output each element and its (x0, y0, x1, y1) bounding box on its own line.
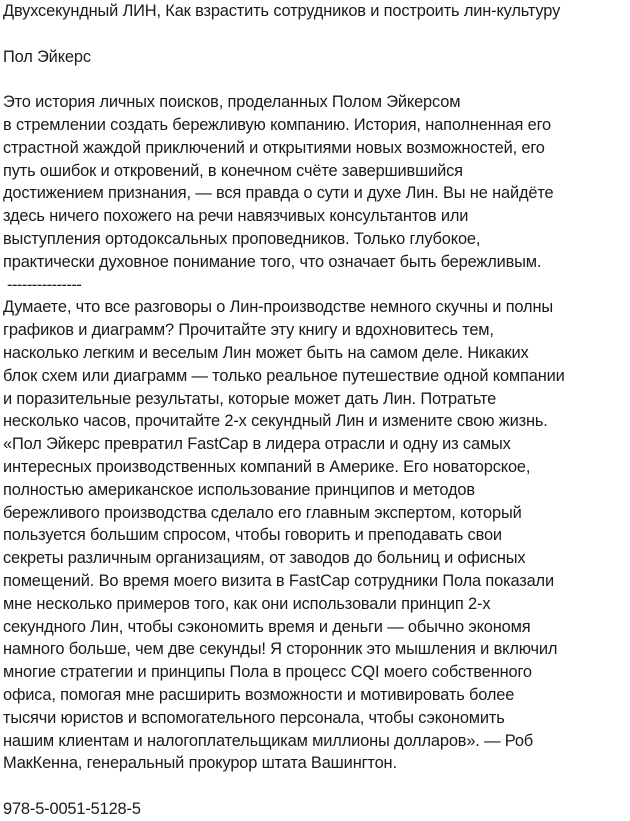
description-line: полностью американское использование принципов и методов (3, 480, 475, 499)
description-line: многие стратегии и принципы Пола в процесс CQI моего собственного (3, 663, 532, 682)
description-line: пользуется большим спросом, чтобы говорить и преподавать свои (3, 526, 502, 545)
book-author: Пол Эйкерс (3, 47, 91, 66)
description-line: намного больше, чем две секунды! Я сторонник это мышления и включил (3, 640, 558, 659)
annotation-line: в стремлении создать бережливую компанию. История, наполненная его (3, 115, 552, 134)
description-line: графиков и диаграмм? Прочитайте эту книгу и вдохновитесь тем, (3, 321, 494, 340)
book-title: Двухсекундный ЛИН, Как взрастить сотрудников и построить лин-культуру (3, 2, 561, 20)
annotation-paragraph (3, 91, 627, 273)
description-line: «Пол Эйкерс превратил FastCap в лидера отрасли и одну из самых (3, 435, 511, 454)
description-line: секундного Лин, чтобы сэкономить время и деньги — обычно экономя (3, 617, 531, 636)
description-line: мне несколько примеров того, как они использовали принцип 2-х (3, 594, 491, 613)
annotation-line: выступления ортодоксальных проповедников. Только глубокое, (3, 229, 481, 248)
description-line: насколько легким и веселым Лин может быть на самом деле. Никаких (3, 343, 529, 362)
description-line: помещений. Во время моего визита в FastCap сотрудники Пола показали (3, 571, 554, 590)
annotation-line: путь ошибок и откровений, в конечном счёте завершившийся (3, 161, 463, 180)
annotation-line: Это история личных поисков, проделанных Полом Эйкерсом (3, 93, 461, 112)
description-paragraph (3, 296, 627, 775)
separator-line: --------------- (7, 275, 82, 294)
annotation-line: здесь ничего похожего на речи навязчивых консультантов или (3, 207, 469, 226)
description-line: блок схем или диаграмм — только реальное путешествие одной компании (3, 366, 565, 385)
annotation-line: достижением признания, — вся правда о сути и духе Лин. Вы не найдёте (3, 184, 554, 203)
description-line: интересных производственных компаний в Америке. Его новаторское, (3, 457, 531, 476)
blank-line (3, 775, 627, 798)
description-line: тысячи юристов и вспомогательного персонала, чтобы сэкономить (3, 708, 505, 727)
annotation-line: страстной жаждой приключений и открытиями новых возможностей, его (3, 138, 545, 157)
blank-line (3, 23, 627, 46)
blank-line (3, 68, 627, 91)
description-line: офиса, помогая мне расширить возможности и мотивировать более (3, 685, 515, 704)
description-line: и поразительные результаты, которые может дать Лин. Потратьте (3, 389, 497, 408)
description-line: бережливого производства сделало его главным экспертом, который (3, 503, 522, 522)
description-line: секреты различным организациям, от заводов до больниц и офисных (3, 549, 526, 568)
description-line: нашим клиентам и налогоплательщикам миллионы долларов». — Роб (3, 731, 534, 750)
annotation-line: практически духовное понимание того, что означает быть бережливым. (3, 252, 542, 271)
description-line: Думаете, что все разговоры о Лин-производстве немного скучны и полны (3, 298, 553, 317)
description-line: несколько часов, прочитайте 2-х секундный Лин и измените свою жизнь. (3, 412, 548, 431)
description-line: МакКенна, генеральный прокурор штата Вашингтон. (3, 754, 397, 773)
isbn: 978-5-0051-5128-5 (3, 799, 141, 818)
document-page (3, 0, 627, 821)
